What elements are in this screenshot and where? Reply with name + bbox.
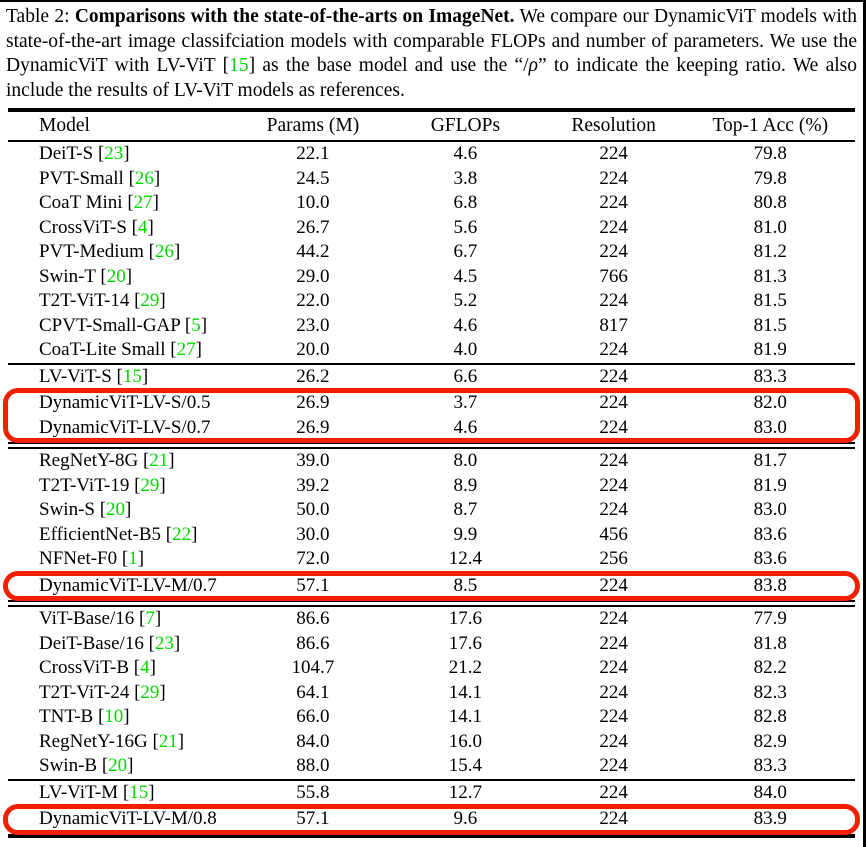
table-row [8,142,855,167]
top1-acc-cell: 83.8 [753,574,787,596]
gflops-cell: 12.4 [448,548,482,570]
table-row [8,167,855,192]
section-separator [8,600,855,607]
model-cell: DeiT-S [23] [39,143,130,165]
top1-acc-cell: 81.9 [753,474,787,496]
caption-text-segment: ρ [528,55,538,76]
resolution-cell: 224 [599,781,628,803]
model-cell: CrossViT-B [4] [39,657,156,679]
caption-text-segment: ] as the base model and use the “/ [248,55,529,76]
citation-ref[interactable]: 20 [106,499,126,521]
citation-ref[interactable]: 27 [133,192,153,214]
top1-acc-cell: 79.8 [753,143,787,165]
gflops-cell: 8.7 [453,499,478,521]
citation-ref[interactable]: 7 [145,608,155,630]
top1-acc-cell: 82.2 [753,657,787,679]
params-cell: 10.0 [296,192,330,214]
table-body [8,142,855,832]
citation-ref[interactable]: 22 [172,523,192,545]
model-cell: DeiT-Base/16 [23] [39,632,181,654]
model-cell: CrossViT-S [4] [39,216,154,238]
citation-ref[interactable]: 20 [108,755,128,777]
params-cell: 23.0 [296,314,330,336]
resolution-cell: 224 [599,216,628,238]
gflops-cell: 5.2 [453,290,478,312]
params-cell: 29.0 [296,265,330,287]
gflops-cell: 14.1 [448,681,482,703]
gflops-cell: 17.6 [448,632,482,654]
table-row [8,754,855,779]
params-cell: 104.7 [291,657,335,679]
table-row [8,807,855,832]
top1-acc-cell: 83.9 [753,808,787,830]
model-cell: T2T-ViT-19 [29] [39,474,166,496]
gflops-cell: 8.9 [453,474,478,496]
resolution-cell: 224 [599,706,628,728]
model-cell: DynamicViT-LV-S/0.5 [39,392,211,414]
gflops-cell: 4.6 [453,416,478,438]
table-row [8,265,855,290]
citation-ref[interactable]: 29 [140,474,160,496]
top1-acc-cell: 81.5 [753,290,787,312]
params-cell: 57.1 [296,574,330,596]
top1-acc-cell: 84.0 [753,781,787,803]
table-caption [0,2,863,106]
params-cell: 22.0 [296,290,330,312]
gflops-cell: 8.0 [453,450,478,472]
gflops-cell: 3.8 [453,167,478,189]
params-cell: 64.1 [296,681,330,703]
table-row [8,632,855,657]
resolution-cell: 817 [599,314,628,336]
citation-ref[interactable]: 26 [134,167,154,189]
model-cell: LV-ViT-S [15] [39,365,149,387]
params-cell: 39.2 [296,474,330,496]
column-header-params: Params (M) [266,115,360,136]
citation-ref[interactable]: 23 [104,143,124,165]
params-cell: 20.0 [296,339,330,361]
params-cell: 24.5 [296,167,330,189]
params-cell: 22.1 [296,143,330,165]
gflops-cell: 6.8 [453,192,478,214]
gflops-cell: 8.5 [453,574,478,596]
table-row [8,656,855,681]
params-cell: 26.9 [296,416,330,438]
model-cell: DynamicViT-LV-S/0.7 [39,416,211,438]
gflops-cell: 4.0 [453,339,478,361]
top1-acc-cell: 81.3 [753,265,787,287]
top1-acc-cell: 83.6 [753,548,787,570]
gflops-cell: 4.6 [453,314,478,336]
top1-acc-cell: 77.9 [753,608,787,630]
table-row [8,289,855,314]
table-row [8,705,855,730]
params-cell: 86.6 [296,608,330,630]
params-cell: 57.1 [296,808,330,830]
top1-acc-cell: 81.5 [753,314,787,336]
citation-ref[interactable]: 4 [140,657,150,679]
params-cell: 39.0 [296,450,330,472]
model-cell: ViT-Base/16 [7] [39,608,162,630]
table-row [8,365,855,390]
resolution-cell: 224 [599,392,628,414]
highlight-box [6,807,857,832]
citation-ref[interactable]: 23 [154,632,174,654]
table-row [8,416,855,441]
top1-acc-cell: 82.0 [753,392,787,414]
gflops-cell: 6.6 [453,365,478,387]
top1-acc-cell: 81.8 [753,632,787,654]
params-cell: 26.9 [296,392,330,414]
resolution-cell: 224 [599,574,628,596]
top1-acc-cell: 83.6 [753,523,787,545]
column-header-model: Model [39,115,90,136]
resolution-cell: 224 [599,681,628,703]
model-cell: Swin-T [20] [39,265,133,287]
resolution-cell: 224 [599,450,628,472]
table-row [8,607,855,632]
params-cell: 50.0 [296,499,330,521]
resolution-cell: 224 [599,290,628,312]
model-cell: RegNetY-16G [21] [39,730,185,752]
table-row [8,574,855,599]
column-header-top1-acc: Top-1 Acc (%) [712,115,829,136]
params-cell: 26.2 [296,365,330,387]
gflops-cell: 9.9 [453,523,478,545]
params-cell: 55.8 [296,781,330,803]
params-cell: 30.0 [296,523,330,545]
citation-ref[interactable]: 15 [129,781,149,803]
gflops-cell: 4.5 [453,265,478,287]
table-row [8,191,855,216]
params-cell: 66.0 [296,706,330,728]
citation-ref[interactable]: 15 [229,55,249,76]
gflops-cell: 17.6 [448,608,482,630]
model-cell: DynamicViT-LV-M/0.8 [39,808,217,830]
table-row [8,474,855,499]
paper-table-figure [0,2,863,838]
top1-acc-cell: 81.2 [753,241,787,263]
table-row [8,781,855,806]
resolution-cell: 224 [599,143,628,165]
table-row [8,338,855,363]
results-table [8,108,855,838]
citation-ref[interactable]: 1 [128,548,138,570]
top1-acc-cell: 83.0 [753,416,787,438]
highlight-box [6,574,857,599]
model-cell: NFNet-F0 [1] [39,548,145,570]
table-row [8,498,855,523]
top1-acc-cell: 83.3 [753,755,787,777]
model-cell: CPVT-Small-GAP [5] [39,314,208,336]
top1-acc-cell: 81.9 [753,339,787,361]
column-header-gflops: GFLOPs [430,115,501,136]
citation-ref[interactable]: 27 [176,339,196,361]
table-header-row [8,112,855,140]
table-row [8,730,855,755]
model-cell: DynamicViT-LV-M/0.7 [39,574,217,596]
gflops-cell: 3.7 [453,392,478,414]
top1-acc-cell: 82.3 [753,681,787,703]
model-cell: Swin-S [20] [39,499,132,521]
params-cell: 26.7 [296,216,330,238]
resolution-cell: 224 [599,632,628,654]
column-header-resolution: Resolution [571,115,656,136]
table-row [8,314,855,339]
citation-ref[interactable]: 21 [158,730,178,752]
resolution-cell: 224 [599,730,628,752]
resolution-cell: 224 [599,365,628,387]
resolution-cell: 224 [599,657,628,679]
table-row [8,523,855,548]
resolution-cell: 224 [599,339,628,361]
gflops-cell: 5.6 [453,216,478,238]
table-row [8,216,855,241]
top1-acc-cell: 82.8 [753,706,787,728]
caption-text-segment: ” to indicate the keeping ratio. We also include the results of LV-ViT models as references. [6,55,857,101]
table-row [8,681,855,706]
gflops-cell: 4.6 [453,143,478,165]
resolution-cell: 766 [599,265,628,287]
citation-ref[interactable]: 20 [106,265,126,287]
top1-acc-cell: 79.8 [753,167,787,189]
top1-acc-cell: 83.3 [753,365,787,387]
top1-acc-cell: 80.8 [753,192,787,214]
model-cell: PVT-Small [26] [39,167,161,189]
gflops-cell: 16.0 [448,730,482,752]
model-cell: T2T-ViT-14 [29] [39,290,166,312]
top1-acc-cell: 81.7 [753,450,787,472]
section-separator [8,442,855,449]
params-cell: 84.0 [296,730,330,752]
model-cell: Swin-B [20] [39,755,134,777]
model-cell: TNT-B [10] [39,706,130,728]
gflops-cell: 9.6 [453,808,478,830]
top1-acc-cell: 82.9 [753,730,787,752]
model-cell: CoaT Mini [27] [39,192,159,214]
resolution-cell: 456 [599,523,628,545]
top1-acc-cell: 81.0 [753,216,787,238]
resolution-cell: 224 [599,808,628,830]
params-cell: 88.0 [296,755,330,777]
model-cell: PVT-Medium [26] [39,241,181,263]
citation-ref[interactable]: 15 [122,365,142,387]
table-bottom-rule [8,834,855,838]
citation-ref[interactable]: 4 [137,216,148,238]
top1-acc-cell: 83.0 [753,499,787,521]
citation-ref[interactable]: 21 [149,450,169,472]
params-cell: 44.2 [296,241,330,263]
citation-ref[interactable]: 10 [104,706,124,728]
resolution-cell: 224 [599,499,628,521]
gflops-cell: 6.7 [453,241,478,263]
citation-ref[interactable]: 29 [140,681,160,703]
caption-text-segment: Table 2: [6,6,75,27]
gflops-cell: 14.1 [448,706,482,728]
citation-ref[interactable]: 5 [191,314,201,336]
caption-text-segment: We compare our DynamicViT models with state-of-the-art image classifciation models with comparable FLOPs and number of parameters. We use the DynamicViT with LV-ViT [ [6,6,857,76]
resolution-cell: 224 [599,192,628,214]
resolution-cell: 224 [599,474,628,496]
highlight-box [6,391,857,440]
resolution-cell: 224 [599,416,628,438]
gflops-cell: 15.4 [448,755,482,777]
table-row [8,547,855,572]
citation-ref[interactable]: 26 [154,241,174,263]
table-row [8,391,855,416]
model-cell: T2T-ViT-24 [29] [39,681,166,703]
resolution-cell: 256 [599,548,628,570]
model-cell: CoaT-Lite Small [27] [39,339,202,361]
model-cell: EfficientNet-B5 [22] [39,523,198,545]
params-cell: 86.6 [296,632,330,654]
caption-text-segment: Comparisons with the state-of-the-arts on ImageNet. [74,6,515,27]
citation-ref[interactable]: 29 [140,290,160,312]
gflops-cell: 21.2 [448,657,482,679]
model-cell: LV-ViT-M [15] [39,781,155,803]
params-cell: 72.0 [296,548,330,570]
resolution-cell: 224 [599,608,628,630]
model-cell: RegNetY-8G [21] [39,450,175,472]
table-row [8,240,855,265]
table-row [8,449,855,474]
resolution-cell: 224 [599,241,628,263]
resolution-cell: 224 [599,167,628,189]
resolution-cell: 224 [599,755,628,777]
gflops-cell: 12.7 [448,781,482,803]
